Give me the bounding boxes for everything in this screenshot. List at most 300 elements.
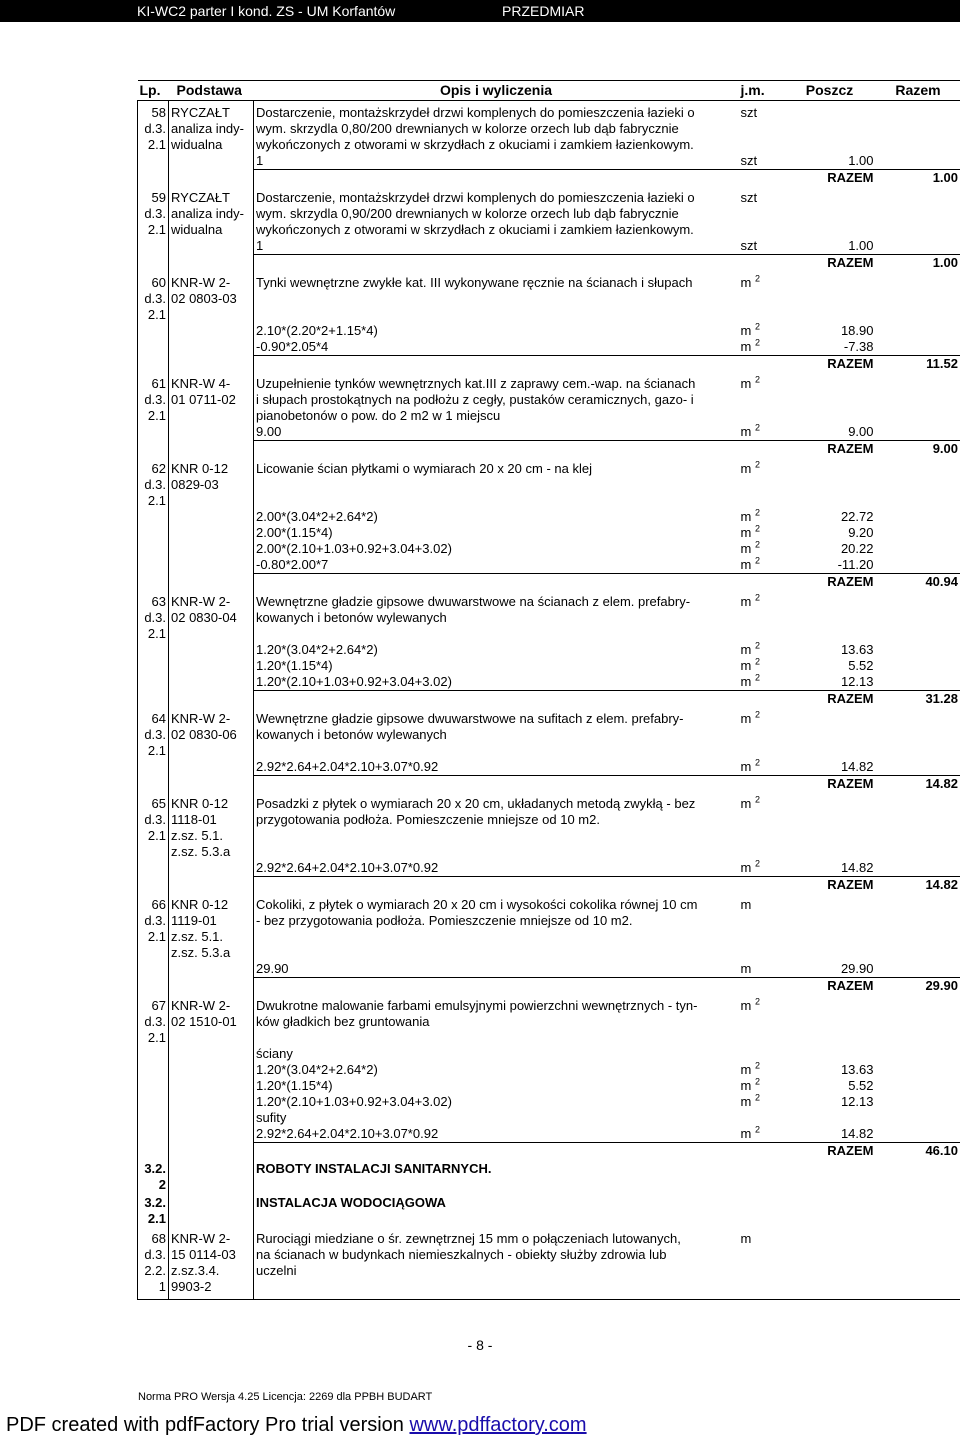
calc-total bbox=[876, 509, 960, 525]
item-unit: szt bbox=[740, 190, 758, 205]
calc-formula: 2.00*(2.10+1.03+0.92+3.04+3.02) bbox=[254, 541, 739, 557]
item-total bbox=[876, 372, 960, 424]
calc-unit: m $^2$ bbox=[740, 422, 760, 439]
item-total bbox=[876, 792, 960, 860]
calc-basis bbox=[169, 860, 254, 877]
calc-lp bbox=[138, 860, 169, 877]
calc-total bbox=[876, 1078, 960, 1094]
total-value: 14.82 bbox=[876, 776, 960, 793]
item-partial bbox=[784, 1227, 876, 1295]
item-unit: m $^2$ bbox=[740, 794, 760, 811]
calc-formula: 2.92*2.64+2.04*2.10+3.07*0.92 bbox=[254, 860, 739, 877]
total-unit bbox=[739, 170, 784, 187]
section-basis bbox=[169, 1193, 254, 1227]
total-row bbox=[138, 170, 960, 187]
calc-unit: m $^2$ bbox=[740, 1092, 760, 1109]
calc-basis bbox=[169, 424, 254, 441]
calc-row bbox=[138, 541, 960, 557]
calc-row bbox=[138, 642, 960, 658]
calc-row bbox=[138, 1126, 960, 1143]
calc-lp bbox=[138, 541, 169, 557]
item-basis: KNR 0-12 0829-03 bbox=[169, 457, 254, 509]
total-value: 46.10 bbox=[876, 1143, 960, 1160]
calc-lp bbox=[138, 961, 169, 978]
item-partial bbox=[784, 707, 876, 759]
total-unit bbox=[739, 574, 784, 591]
item-number: 64 d.3. 2.1 bbox=[138, 707, 169, 759]
total-lp bbox=[138, 1143, 169, 1160]
item-number: 58 d.3. 2.1 bbox=[138, 101, 169, 154]
total-row bbox=[138, 441, 960, 458]
calc-total bbox=[876, 238, 960, 255]
total-label: RAZEM bbox=[784, 356, 876, 373]
total-desc bbox=[254, 170, 739, 187]
total-unit bbox=[739, 356, 784, 373]
calc-lp bbox=[138, 1126, 169, 1143]
item-number: 65 d.3. 2.1 bbox=[138, 792, 169, 860]
licence-note: Norma PRO Wersja 4.25 Licencja: 2269 dla PPBH BUDART bbox=[138, 1391, 433, 1403]
calc-basis bbox=[169, 1078, 254, 1094]
calc-value: 12.13 bbox=[840, 1094, 874, 1109]
calc-row bbox=[138, 323, 960, 339]
calc-value: 29.90 bbox=[840, 961, 874, 976]
total-basis bbox=[169, 170, 254, 187]
item-basis: KNR-W 2- 15 0114-03 z.sz.3.4. 9903-2 bbox=[169, 1227, 254, 1295]
total-label: RAZEM bbox=[784, 1143, 876, 1160]
item-total bbox=[876, 186, 960, 238]
calc-basis bbox=[169, 1126, 254, 1143]
item-unit: m $^2$ bbox=[740, 709, 760, 726]
total-unit bbox=[739, 978, 784, 995]
calc-unit bbox=[739, 1110, 784, 1126]
total-basis bbox=[169, 691, 254, 708]
calc-formula: 1 bbox=[254, 238, 739, 255]
calc-row bbox=[138, 525, 960, 541]
calc-lp bbox=[138, 339, 169, 356]
item-row bbox=[138, 590, 960, 642]
section-total bbox=[876, 1193, 960, 1227]
item-description: Rurociągi miedziane o śr. zewnętrznej 15 mm o połączeniach lutowanych, na ścianach w budynkach niemieszkalnych - obiekty służby zdrowia lub uczelni bbox=[254, 1227, 739, 1295]
calc-unit: m $^2$ bbox=[740, 507, 760, 524]
total-lp bbox=[138, 441, 169, 458]
item-row bbox=[138, 271, 960, 323]
item-basis: KNR-W 2- 02 0830-04 bbox=[169, 590, 254, 642]
calc-value: 13.63 bbox=[840, 1062, 874, 1077]
total-lp bbox=[138, 574, 169, 591]
calc-unit: m $^2$ bbox=[740, 757, 760, 774]
calc-lp bbox=[138, 1078, 169, 1094]
item-number: 68 d.3. 2.2. 1 bbox=[138, 1227, 169, 1295]
total-desc bbox=[254, 776, 739, 793]
bottom-border-cell bbox=[169, 1295, 254, 1300]
total-value: 31.28 bbox=[876, 691, 960, 708]
total-unit bbox=[739, 691, 784, 708]
item-number: 63 d.3. 2.1 bbox=[138, 590, 169, 642]
calc-unit: m $^2$ bbox=[740, 858, 760, 875]
calc-basis bbox=[169, 525, 254, 541]
calc-basis bbox=[169, 1094, 254, 1110]
total-unit bbox=[739, 776, 784, 793]
section-unit bbox=[739, 1159, 784, 1193]
item-description: Dostarczenie, montażskrzydeł drzwi komplenych do pomieszczenia łazieki o wym. skrzydla 0,80/200 drewnianych w kolorze orzech lub dąb fabrycznie wykończonych z otworami w skrzydłach z okuciami i zamkiem łazienkowym. bbox=[254, 101, 739, 154]
section-unit bbox=[739, 1193, 784, 1227]
total-unit bbox=[739, 255, 784, 272]
total-basis bbox=[169, 776, 254, 793]
calc-row bbox=[138, 238, 960, 255]
calc-total bbox=[876, 424, 960, 441]
calc-basis bbox=[169, 1110, 254, 1126]
total-desc bbox=[254, 356, 739, 373]
total-label: RAZEM bbox=[784, 877, 876, 894]
calc-total bbox=[876, 658, 960, 674]
item-basis: KNR 0-12 1119-01 z.sz. 5.1. z.sz. 5.3.a bbox=[169, 893, 254, 961]
item-partial bbox=[784, 792, 876, 860]
calc-value: 9.00 bbox=[848, 424, 874, 439]
total-lp bbox=[138, 356, 169, 373]
section-row bbox=[138, 1159, 960, 1193]
total-desc bbox=[254, 441, 739, 458]
total-row bbox=[138, 691, 960, 708]
col-lp: Lp. bbox=[138, 81, 169, 101]
total-value: 1.00 bbox=[876, 170, 960, 187]
item-basis: RYCZAŁT analiza indy- widualna bbox=[169, 186, 254, 238]
calc-value bbox=[784, 1110, 876, 1126]
item-partial bbox=[784, 893, 876, 961]
item-unit: m $^2$ bbox=[740, 273, 760, 290]
calc-basis bbox=[169, 1046, 254, 1062]
total-basis bbox=[169, 1143, 254, 1160]
calc-row bbox=[138, 961, 960, 978]
calc-row bbox=[138, 1046, 960, 1062]
total-lp bbox=[138, 691, 169, 708]
calc-total bbox=[876, 1126, 960, 1143]
total-value: 1.00 bbox=[876, 255, 960, 272]
table-header-row bbox=[138, 81, 960, 101]
calc-total bbox=[876, 1110, 960, 1126]
item-row bbox=[138, 792, 960, 860]
total-row bbox=[138, 978, 960, 995]
calc-unit: m $^2$ bbox=[740, 523, 760, 540]
calc-lp bbox=[138, 153, 169, 170]
calc-lp bbox=[138, 424, 169, 441]
calc-formula: -0.80*2.00*7 bbox=[254, 557, 739, 574]
total-desc bbox=[254, 255, 739, 272]
calc-basis bbox=[169, 674, 254, 691]
calc-row bbox=[138, 509, 960, 525]
total-unit bbox=[739, 877, 784, 894]
item-number: 66 d.3. 2.1 bbox=[138, 893, 169, 961]
col-poszcz: Poszcz bbox=[784, 81, 876, 101]
calc-row bbox=[138, 557, 960, 574]
page-number: - 8 - bbox=[467, 1337, 493, 1353]
item-row bbox=[138, 186, 960, 238]
item-description: Dostarczenie, montażskrzydeł drzwi komplenych do pomieszczenia łazieki o wym. skrzydla 0,90/200 drewnianych w kolorze orzech lub dąb fabrycznie wykończonych z otworami w skrzydłach z okuciami i zamkiem łazienkowym. bbox=[254, 186, 739, 238]
item-description: Posadzki z płytek o wymiarach 20 x 20 cm, układanych metodą zwykłą - bez przygotowania podłoża. Pomieszczenie mniejsze od 10 m2. bbox=[254, 792, 739, 860]
item-unit: m bbox=[740, 897, 752, 912]
calc-formula: 29.90 bbox=[254, 961, 739, 978]
calc-lp bbox=[138, 525, 169, 541]
col-podstawa: Podstawa bbox=[169, 81, 254, 101]
calc-basis bbox=[169, 658, 254, 674]
calc-row bbox=[138, 1094, 960, 1110]
total-value: 14.82 bbox=[876, 877, 960, 894]
calc-row bbox=[138, 339, 960, 356]
item-total bbox=[876, 457, 960, 509]
calc-lp bbox=[138, 557, 169, 574]
section-total bbox=[876, 1159, 960, 1193]
table-bottom-border bbox=[138, 1295, 960, 1300]
bottom-border-cell bbox=[784, 1295, 876, 1300]
calc-lp bbox=[138, 759, 169, 776]
item-number: 60 d.3. 2.1 bbox=[138, 271, 169, 323]
col-razem: Razem bbox=[876, 81, 960, 101]
calc-formula: 2.92*2.64+2.04*2.10+3.07*0.92 bbox=[254, 759, 739, 776]
calc-total bbox=[876, 1062, 960, 1078]
calc-formula: 2.92*2.64+2.04*2.10+3.07*0.92 bbox=[254, 1126, 739, 1143]
total-label: RAZEM bbox=[784, 441, 876, 458]
calc-value: -11.20 bbox=[837, 557, 874, 572]
calc-total bbox=[876, 642, 960, 658]
calc-unit: szt bbox=[740, 238, 758, 253]
calc-unit: m bbox=[740, 961, 752, 976]
calc-row bbox=[138, 674, 960, 691]
calc-value: 13.63 bbox=[840, 642, 874, 657]
item-row bbox=[138, 372, 960, 424]
calc-total bbox=[876, 557, 960, 574]
total-desc bbox=[254, 1143, 739, 1160]
calc-value: 22.72 bbox=[840, 509, 874, 524]
bottom-border-cell bbox=[254, 1295, 739, 1300]
calc-basis bbox=[169, 541, 254, 557]
total-row bbox=[138, 574, 960, 591]
total-row bbox=[138, 356, 960, 373]
calc-lp bbox=[138, 1062, 169, 1078]
calc-lp bbox=[138, 658, 169, 674]
item-description: Wewnętrzne gładzie gipsowe dwuwarstwowe na sufitach z elem. prefabry- kowanych i betonów wylewanych bbox=[254, 707, 739, 759]
calc-basis bbox=[169, 961, 254, 978]
calc-value: 1.00 bbox=[848, 238, 874, 253]
total-unit bbox=[739, 441, 784, 458]
total-lp bbox=[138, 776, 169, 793]
total-value: 40.94 bbox=[876, 574, 960, 591]
calc-value: 12.13 bbox=[840, 674, 874, 689]
calc-value: 14.82 bbox=[840, 860, 874, 875]
calc-row bbox=[138, 424, 960, 441]
calc-lp bbox=[138, 509, 169, 525]
item-partial bbox=[784, 372, 876, 424]
calc-total bbox=[876, 339, 960, 356]
calc-unit: m $^2$ bbox=[740, 672, 760, 689]
calc-formula: 1.20*(3.04*2+2.64*2) bbox=[254, 642, 739, 658]
calc-lp bbox=[138, 1046, 169, 1062]
total-unit bbox=[739, 1143, 784, 1160]
total-lp bbox=[138, 978, 169, 995]
calc-unit bbox=[739, 1046, 784, 1062]
calc-total bbox=[876, 525, 960, 541]
calc-row bbox=[138, 860, 960, 877]
item-description: Cokoliki, z płytek o wymiarach 20 x 20 cm i wysokości cokolika równej 10 cm - bez przygotowania podłoża. Pomieszczenie mniejsze od 10 m2. bbox=[254, 893, 739, 961]
item-number: 62 d.3. 2.1 bbox=[138, 457, 169, 509]
calc-unit: m $^2$ bbox=[740, 640, 760, 657]
calc-unit: m $^2$ bbox=[740, 1124, 760, 1141]
calc-lp bbox=[138, 1110, 169, 1126]
total-basis bbox=[169, 356, 254, 373]
header-doc-type: PRZEDMIAR bbox=[502, 3, 585, 19]
total-desc bbox=[254, 978, 739, 995]
item-description: Dwukrotne malowanie farbami emulsyjnymi powierzchni wewnętrznych - tyn- ków gładkich bez gruntowania bbox=[254, 994, 739, 1046]
calc-formula: -0.90*2.05*4 bbox=[254, 339, 739, 356]
item-basis: KNR-W 2- 02 0803-03 bbox=[169, 271, 254, 323]
calc-lp bbox=[138, 1094, 169, 1110]
total-row bbox=[138, 255, 960, 272]
total-label: RAZEM bbox=[784, 776, 876, 793]
calc-lp bbox=[138, 323, 169, 339]
item-basis: KNR 0-12 1118-01 z.sz. 5.1. z.sz. 5.3.a bbox=[169, 792, 254, 860]
calc-value: 20.22 bbox=[840, 541, 874, 556]
calc-unit: m $^2$ bbox=[740, 321, 760, 338]
calc-total bbox=[876, 1046, 960, 1062]
item-description: Uzupełnienie tynków wewnętrznych kat.III z zaprawy cem.-wap. na ścianach i słupach prostokątnych na podłożu z cegły, pustaków ceramicznych, gazo- i pianobetonów o pow. do 2 m2 w 1 miejscu bbox=[254, 372, 739, 424]
item-number: 59 d.3. 2.1 bbox=[138, 186, 169, 238]
item-partial bbox=[784, 457, 876, 509]
total-label: RAZEM bbox=[784, 574, 876, 591]
calc-lp bbox=[138, 674, 169, 691]
item-row bbox=[138, 1227, 960, 1295]
calc-basis bbox=[169, 509, 254, 525]
item-description: Licowanie ścian płytkami o wymiarach 20 x 20 cm - na klej bbox=[254, 457, 739, 509]
item-total bbox=[876, 1227, 960, 1295]
estimate-table bbox=[137, 80, 960, 1300]
calc-total bbox=[876, 153, 960, 170]
calc-unit: m $^2$ bbox=[740, 555, 760, 572]
item-total bbox=[876, 271, 960, 323]
pdf-footer-link[interactable]: www.pdffactory.com bbox=[409, 1414, 587, 1436]
bottom-border-cell bbox=[876, 1295, 960, 1300]
calc-formula: 1 bbox=[254, 153, 739, 170]
total-label: RAZEM bbox=[784, 170, 876, 187]
item-unit: m $^2$ bbox=[740, 592, 760, 609]
item-row bbox=[138, 101, 960, 154]
calc-total bbox=[876, 759, 960, 776]
item-unit: m bbox=[740, 1231, 752, 1246]
calc-formula: 2.00*(3.04*2+2.64*2) bbox=[254, 509, 739, 525]
calc-unit: m $^2$ bbox=[740, 1060, 760, 1077]
item-total bbox=[876, 994, 960, 1046]
item-partial bbox=[784, 186, 876, 238]
total-row bbox=[138, 1143, 960, 1160]
calc-value: 5.52 bbox=[848, 1078, 874, 1093]
total-desc bbox=[254, 877, 739, 894]
total-desc bbox=[254, 691, 739, 708]
calc-unit: m $^2$ bbox=[740, 656, 760, 673]
total-lp bbox=[138, 170, 169, 187]
item-description: Wewnętrzne gładzie gipsowe dwuwarstwowe na ścianach z elem. prefabry- kowanych i betonów wylewanych bbox=[254, 590, 739, 642]
calc-basis bbox=[169, 339, 254, 356]
calc-total bbox=[876, 541, 960, 557]
total-basis bbox=[169, 877, 254, 894]
item-row bbox=[138, 994, 960, 1046]
item-total bbox=[876, 893, 960, 961]
header-title: KI-WC2 parter I kond. ZS - UM Korfantów bbox=[137, 3, 396, 19]
calc-unit: m $^2$ bbox=[740, 539, 760, 556]
calc-formula: 9.00 bbox=[254, 424, 739, 441]
calc-value: -7.38 bbox=[843, 339, 874, 354]
calc-formula: 1.20*(1.15*4) bbox=[254, 1078, 739, 1094]
calc-lp bbox=[138, 642, 169, 658]
calc-value: 1.00 bbox=[848, 153, 874, 168]
calc-basis bbox=[169, 759, 254, 776]
total-basis bbox=[169, 574, 254, 591]
total-value: 29.90 bbox=[876, 978, 960, 995]
total-value: 11.52 bbox=[876, 356, 960, 373]
calc-row bbox=[138, 153, 960, 170]
calc-basis bbox=[169, 238, 254, 255]
item-basis: KNR-W 2- 02 1510-01 bbox=[169, 994, 254, 1046]
calc-row bbox=[138, 1078, 960, 1094]
calc-value: 18.90 bbox=[840, 323, 874, 338]
calc-value: 14.82 bbox=[840, 759, 874, 774]
calc-total bbox=[876, 674, 960, 691]
calc-value: 9.20 bbox=[848, 525, 874, 540]
calc-total bbox=[876, 961, 960, 978]
calc-unit: m $^2$ bbox=[740, 1076, 760, 1093]
calc-formula: 2.10*(2.20*2+1.15*4) bbox=[254, 323, 739, 339]
total-basis bbox=[169, 978, 254, 995]
item-partial bbox=[784, 994, 876, 1046]
total-value: 9.00 bbox=[876, 441, 960, 458]
calc-lp bbox=[138, 238, 169, 255]
calc-basis bbox=[169, 642, 254, 658]
total-basis bbox=[169, 255, 254, 272]
calc-formula: 1.20*(1.15*4) bbox=[254, 658, 739, 674]
calc-total bbox=[876, 860, 960, 877]
item-row bbox=[138, 707, 960, 759]
bottom-border-cell bbox=[138, 1295, 169, 1300]
calc-row bbox=[138, 1110, 960, 1126]
item-total bbox=[876, 101, 960, 154]
item-basis: RYCZAŁT analiza indy- widualna bbox=[169, 101, 254, 154]
item-partial bbox=[784, 271, 876, 323]
section-row bbox=[138, 1193, 960, 1227]
section-partial bbox=[784, 1193, 876, 1227]
calc-formula: 1.20*(2.10+1.03+0.92+3.04+3.02) bbox=[254, 674, 739, 691]
item-unit: m $^2$ bbox=[740, 374, 760, 391]
pdf-footer bbox=[6, 1414, 587, 1437]
item-partial bbox=[784, 590, 876, 642]
calc-basis bbox=[169, 323, 254, 339]
calc-value bbox=[784, 1046, 876, 1062]
item-unit: szt bbox=[740, 105, 758, 120]
section-partial bbox=[784, 1159, 876, 1193]
total-row bbox=[138, 877, 960, 894]
item-total bbox=[876, 707, 960, 759]
total-row bbox=[138, 776, 960, 793]
calc-value: 5.52 bbox=[848, 658, 874, 673]
calc-basis bbox=[169, 1062, 254, 1078]
calc-row bbox=[138, 658, 960, 674]
document-header bbox=[0, 0, 960, 22]
calc-basis bbox=[169, 557, 254, 574]
item-number: 67 d.3. 2.1 bbox=[138, 994, 169, 1046]
total-lp bbox=[138, 877, 169, 894]
section-basis bbox=[169, 1159, 254, 1193]
calc-unit: szt bbox=[740, 153, 758, 168]
total-label: RAZEM bbox=[784, 978, 876, 995]
calc-formula: sufity bbox=[254, 1110, 739, 1126]
item-basis: KNR-W 4- 01 0711-02 bbox=[169, 372, 254, 424]
col-jm: j.m. bbox=[739, 81, 784, 101]
calc-unit: m $^2$ bbox=[740, 337, 760, 354]
